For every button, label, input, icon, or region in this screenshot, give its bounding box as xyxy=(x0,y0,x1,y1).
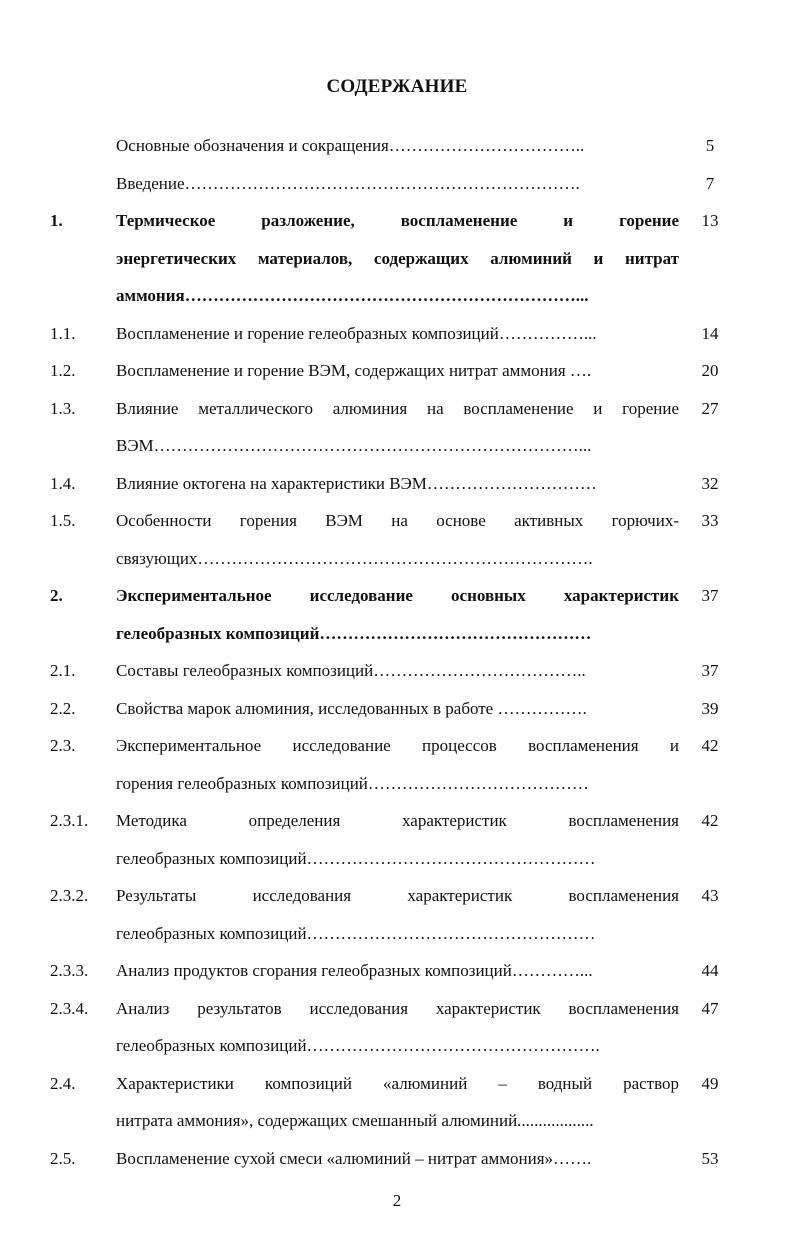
toc-entry-title xyxy=(116,165,679,203)
toc-entry-number: 1.5. xyxy=(50,511,76,530)
toc-entry-number: 2.1. xyxy=(50,661,76,680)
toc-entry-page: 7 xyxy=(705,173,715,193)
toc-entry-line: Экспериментальное исследование процессов воспламенения и xyxy=(116,736,679,755)
toc-entry-line: гелеобразных композиций…………………………………………… xyxy=(116,848,596,868)
toc-entry-page: 37 xyxy=(701,586,719,605)
toc-entry-line: Анализ продуктов сгорания гелеобразных композиций…………... xyxy=(116,961,593,980)
toc-entry-line: Составы гелеобразных композиций……………………………….. xyxy=(116,661,586,680)
toc-entry-line: Влияние октогена на характеристики ВЭМ………………………… xyxy=(116,473,597,493)
toc-entry-number: 1.2. xyxy=(50,361,76,380)
toc-entry-title xyxy=(116,1140,679,1178)
page-number: 2 xyxy=(392,1191,402,1210)
toc-entry-title xyxy=(116,465,679,503)
toc-entry-title xyxy=(116,990,679,1065)
toc-entry-page: 44 xyxy=(701,961,719,980)
toc-entry-page: 32 xyxy=(701,473,719,493)
toc-entry-title xyxy=(116,652,679,690)
toc-entry-line: Особенности горения ВЭМ на основе активных горючих- xyxy=(116,511,679,530)
toc-entry-line: нитрата аммония», содержащих смешанный алюминий.................. xyxy=(116,1111,594,1130)
toc-entry-title xyxy=(116,315,679,353)
toc-entry-number: 2.3.1. xyxy=(50,811,89,830)
toc-entry-page: 39 xyxy=(701,698,719,718)
toc-entry-title xyxy=(116,352,679,390)
toc-entry-line: аммония……………………………………………………………... xyxy=(116,286,589,305)
toc-entry-number: 2.4. xyxy=(50,1073,76,1093)
toc-entry-page: 27 xyxy=(701,398,719,418)
toc-entry-page: 13 xyxy=(701,211,719,230)
page-title: СОДЕРЖАНИЕ xyxy=(326,76,468,97)
toc-entry-number: 2.5. xyxy=(50,1148,76,1168)
toc-entry-line: Воспламенение и горение ВЭМ, содержащих нитрат аммония …. xyxy=(116,361,592,380)
toc-entry-title xyxy=(116,390,679,465)
toc-entry-number: 2.3.3. xyxy=(50,961,89,980)
toc-entry-page: 49 xyxy=(701,1073,719,1093)
toc-entry-line: Свойства марок алюминия, исследованных в работе ……………. xyxy=(116,698,587,718)
toc-entry-page: 33 xyxy=(701,511,719,530)
toc-entry-title xyxy=(116,727,679,802)
toc-entry-line: Результаты исследования характеристик воспламенения xyxy=(116,886,679,905)
toc-entry-number: 2.2. xyxy=(50,698,76,718)
toc-entry-page: 47 xyxy=(701,998,719,1018)
toc-entry-line: ВЭМ…………………………………………………………………... xyxy=(116,436,592,455)
toc-entry-number: 2.3.2. xyxy=(50,886,89,905)
toc-entry-line: Введение……………………………………………………………. xyxy=(116,173,580,193)
toc-entry-number: 2. xyxy=(50,586,63,605)
toc-entry-line: Характеристики композиций «алюминий – водный раствор xyxy=(116,1073,679,1093)
toc-entry-line: Воспламенение сухой смеси «алюминий – нитрат аммония»……. xyxy=(116,1148,592,1168)
toc-entry-title xyxy=(116,577,679,652)
toc-entry-line: горения гелеобразных композиций………………………………… xyxy=(116,773,589,793)
toc-entry-number: 2.3.4. xyxy=(50,998,89,1018)
toc-entry-number: 1.3. xyxy=(50,398,76,418)
toc-entry-line: связующих……………………………………………………………. xyxy=(116,548,593,568)
toc-entry-page: 42 xyxy=(701,736,719,755)
toc-entry-page: 43 xyxy=(701,886,719,905)
toc-entry-line: Основные обозначения и сокращения…………………………….. xyxy=(116,136,585,155)
toc-entry-page: 5 xyxy=(705,136,715,155)
toc-entry-page: 14 xyxy=(701,323,719,343)
toc-entry-line: гелеобразных композиций……………………………………………. xyxy=(116,1036,600,1055)
toc-entry-line: Влияние металлического алюминия на воспламенение и горение xyxy=(116,398,679,418)
toc-entry-page: 37 xyxy=(701,661,719,680)
toc-entry-line: энергетических материалов, содержащих алюминий и нитрат xyxy=(116,248,679,268)
toc-entry-line: Термическое разложение, воспламенение и горение xyxy=(116,211,679,230)
toc-entry-title xyxy=(116,502,679,577)
toc-entry-page: 20 xyxy=(701,361,719,380)
toc-entry-title xyxy=(116,1065,679,1140)
toc-entry-title xyxy=(116,127,679,165)
toc-entry-line: Воспламенение и горение гелеобразных композиций……………... xyxy=(116,323,597,343)
toc-entry-line: гелеобразных композиций…………………………………………… xyxy=(116,923,596,943)
toc-entry-title xyxy=(116,202,679,315)
toc-entry-page: 53 xyxy=(701,1148,719,1168)
toc-entry-line: Методика определения характеристик воспламенения xyxy=(116,811,679,830)
toc-entry-line: гелеобразных композиций………………………………………… xyxy=(116,623,592,643)
toc-entry-number: 1.1. xyxy=(50,323,76,343)
toc-entry-title xyxy=(116,877,679,952)
toc-entry-title xyxy=(116,690,679,728)
toc-entry-number: 1. xyxy=(50,211,63,230)
toc-entry-title xyxy=(116,952,679,990)
toc-entry-page: 42 xyxy=(701,811,719,830)
toc-entry-line: Анализ результатов исследования характеристик воспламенения xyxy=(116,998,679,1018)
toc-entry-title xyxy=(116,802,679,877)
toc-entry-number: 1.4. xyxy=(50,473,76,493)
toc-entry-line: Экспериментальное исследование основных характеристик xyxy=(116,586,679,605)
toc-entry-number: 2.3. xyxy=(50,736,76,755)
